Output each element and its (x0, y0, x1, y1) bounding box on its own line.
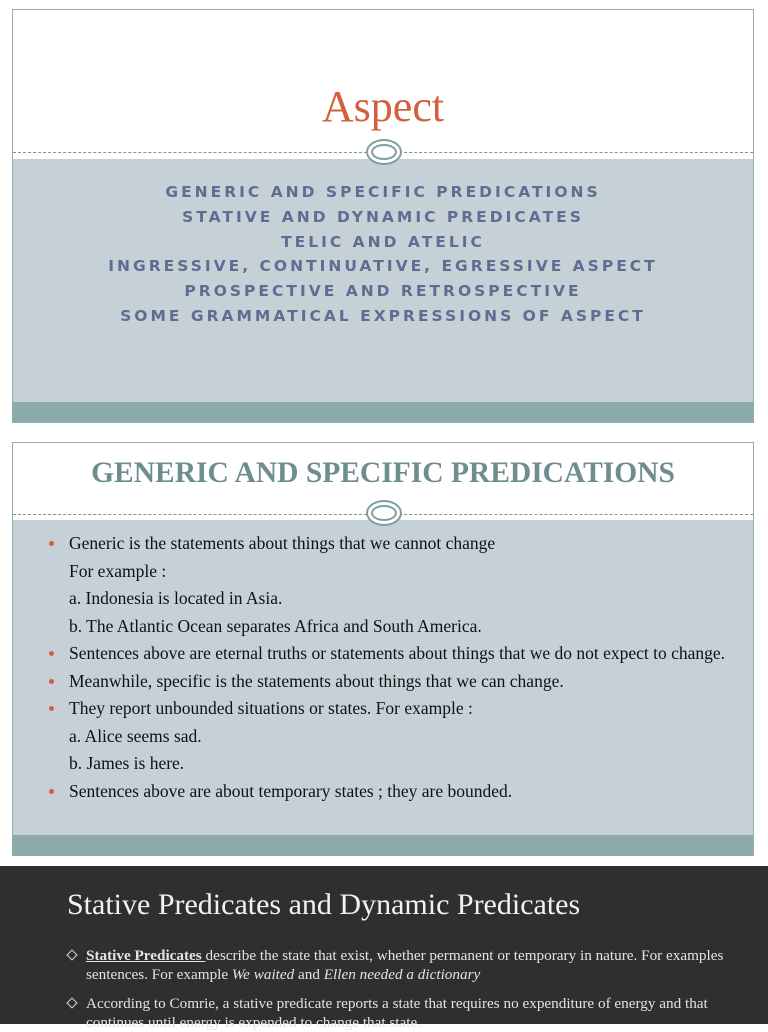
slide-title: Aspect (321, 82, 445, 131)
generic-specific-slide (12, 442, 754, 856)
topic-item: GENERIC AND SPECIFIC PREDICATIONS (165, 183, 601, 201)
slide-title: GENERIC AND SPECIFIC PREDICATIONS (91, 457, 675, 489)
topic-item: INGRESSIVE, CONTINUATIVE, EGRESSIVE ASPECT (108, 257, 658, 276)
example-line: b. The Atlantic Ocean separates Africa and South America. (69, 615, 482, 636)
topic-item: PROSPECTIVE AND RETROSPECTIVE (184, 282, 582, 301)
body-text: describe the state that exist, whether permanent or temporary in nature. For examples sentences. For example (86, 947, 724, 983)
slide-title: Stative Predicates and Dynamic Predicates (67, 888, 581, 921)
topic-item: STATIVE AND DYNAMIC PREDICATES (182, 207, 584, 226)
bullet-item: They report unbounded situations or states. For example : (69, 697, 741, 719)
ring-ornament-icon (366, 139, 402, 165)
topic-item: TELIC AND ATELIC (281, 232, 485, 251)
example-line: a. Indonesia is located in Asia. (69, 588, 283, 608)
bottom-band (13, 402, 753, 422)
body-text: and (294, 966, 324, 983)
bottom-band (13, 835, 753, 855)
bullet-item (86, 946, 746, 984)
bullet-item: Sentences above are eternal truths or statements about things that we do not expect to change. (69, 642, 741, 664)
example-line: b. James is here. (69, 753, 185, 773)
bullet-item: Meanwhile, specific is the statements about things that we can change. (69, 670, 741, 692)
example-text: Ellen needed a dictionary (323, 966, 481, 983)
bullet-item (86, 994, 746, 1032)
body-text: According to Comrie, a stative predicate reports a state that requires no expenditure of energy and that continues until energy is expended to change that state. (86, 995, 708, 1031)
title-slide (12, 9, 754, 423)
bullet-item: Sentences above are about temporary states ; they are bounded. (69, 780, 741, 802)
bullet-item: Generic is the statements about things that we cannot change (69, 532, 741, 554)
example-text: We waited (231, 966, 295, 983)
ring-ornament-icon (366, 500, 402, 526)
topic-item: SOME GRAMMATICAL EXPRESSIONS OF ASPECT (120, 306, 646, 325)
example-line: a. Alice seems sad. (69, 725, 202, 746)
topic-list (13, 180, 753, 329)
slide-body (69, 532, 741, 807)
term-stative-predicates: Stative Predicates (86, 947, 206, 964)
body-line: For example : (69, 560, 167, 581)
